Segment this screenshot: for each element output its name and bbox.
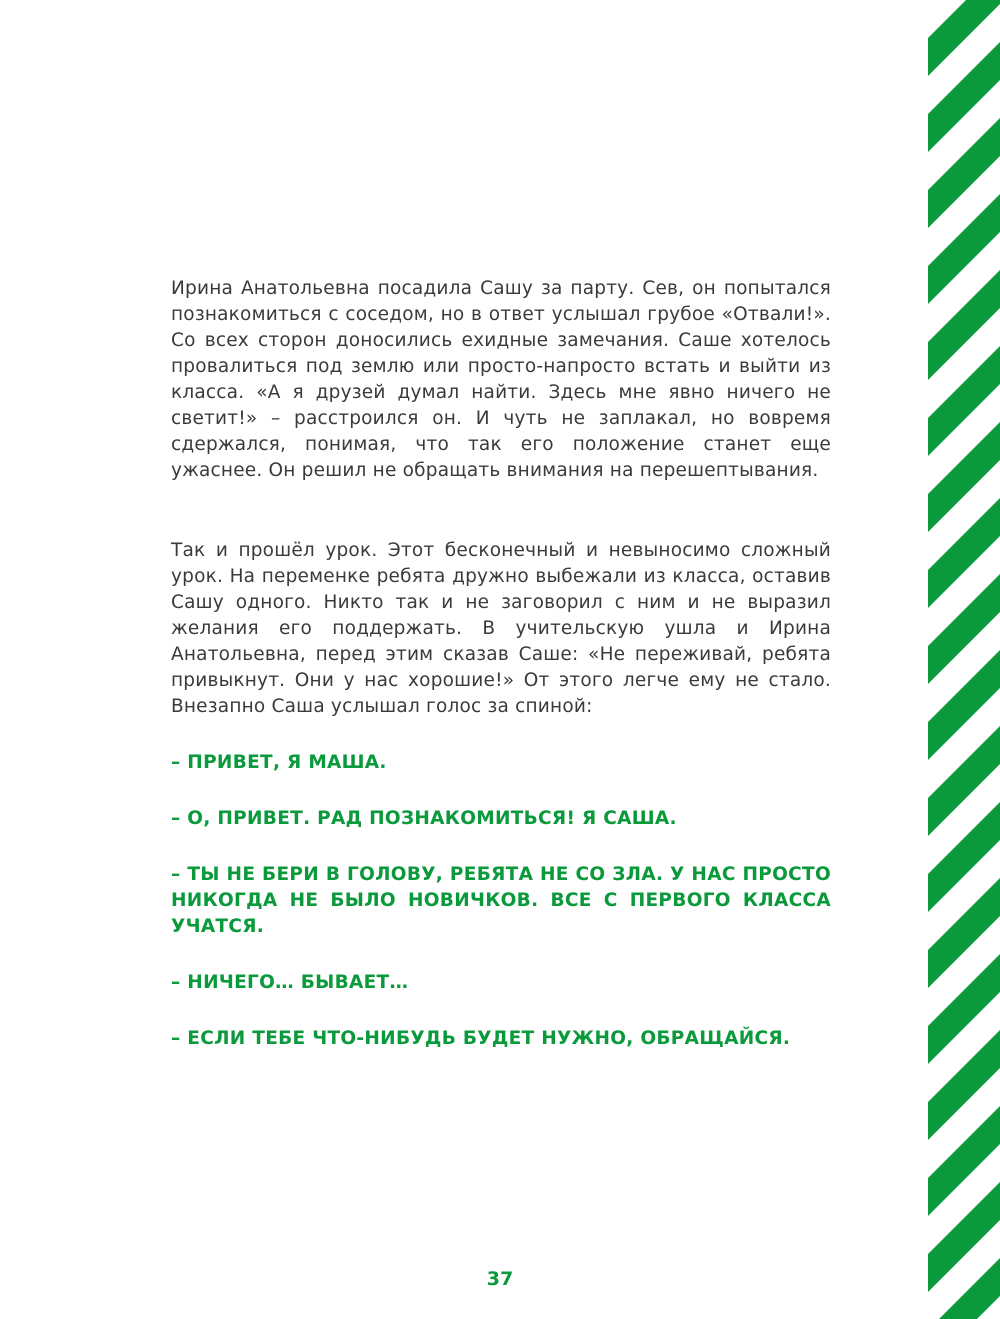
dialog-line-1: – ПРИВЕТ, Я МАША. [171,752,387,773]
paragraph-2: Так и прошёл урок. Этот бесконечный и невыносимо сложный урок. На переменке ребята дружно выбежали из класса, оставив Сашу одного. Никто так и не заговорил с ним и не выразил желания его поддержать. В учительскую ушла и Ирина Анатольевна, перед этим сказав Саше: «Не переживай, ребята привыкнут. Они у нас хорошие!» От этого легче ему не стало. Внезапно Саша услышал голос за спиной: [171,540,831,717]
dialog-line-4: – НИЧЕГО… БЫВАЕТ… [171,972,409,993]
dialog-line-5: – ЕСЛИ ТЕБЕ ЧТО-НИБУДЬ БУДЕТ НУЖНО, ОБРАЩАЙСЯ. [171,1028,791,1049]
page-number: 37 [486,1268,514,1290]
diagonal-stripes-graphic [928,0,1000,1319]
dialog-line-3: – ТЫ НЕ БЕРИ В ГОЛОВУ, РЕБЯТА НЕ СО ЗЛА. У НАС ПРОСТО НИКОГДА НЕ БЫЛО НОВИЧКОВ. ВСЕ С ПЕРВОГО КЛАССА УЧАТСЯ. [171,864,831,937]
dialog-line-2: – О, ПРИВЕТ. РАД ПОЗНАКОМИТЬСЯ! Я САША. [171,808,677,829]
decorative-stripe-band [928,0,1000,1319]
paragraph-1: Ирина Анатольевна посадила Сашу за парту. Сев, он попытался познакомиться с соседом, но в ответ услышал грубое «Отвали!». Со всех сторон доносились ехидные замечания. Саше хотелось провалиться под землю или просто-напросто встать и выйти из класса. «А я друзей думал найти. Здесь мне явно ничего не светит!» – расстроился он. И чуть не заплакал, но вовремя сдержался, понимая, что так его положение станет еще ужаснее. Он решил не обращать внимания на перешептывания. [171,278,831,481]
